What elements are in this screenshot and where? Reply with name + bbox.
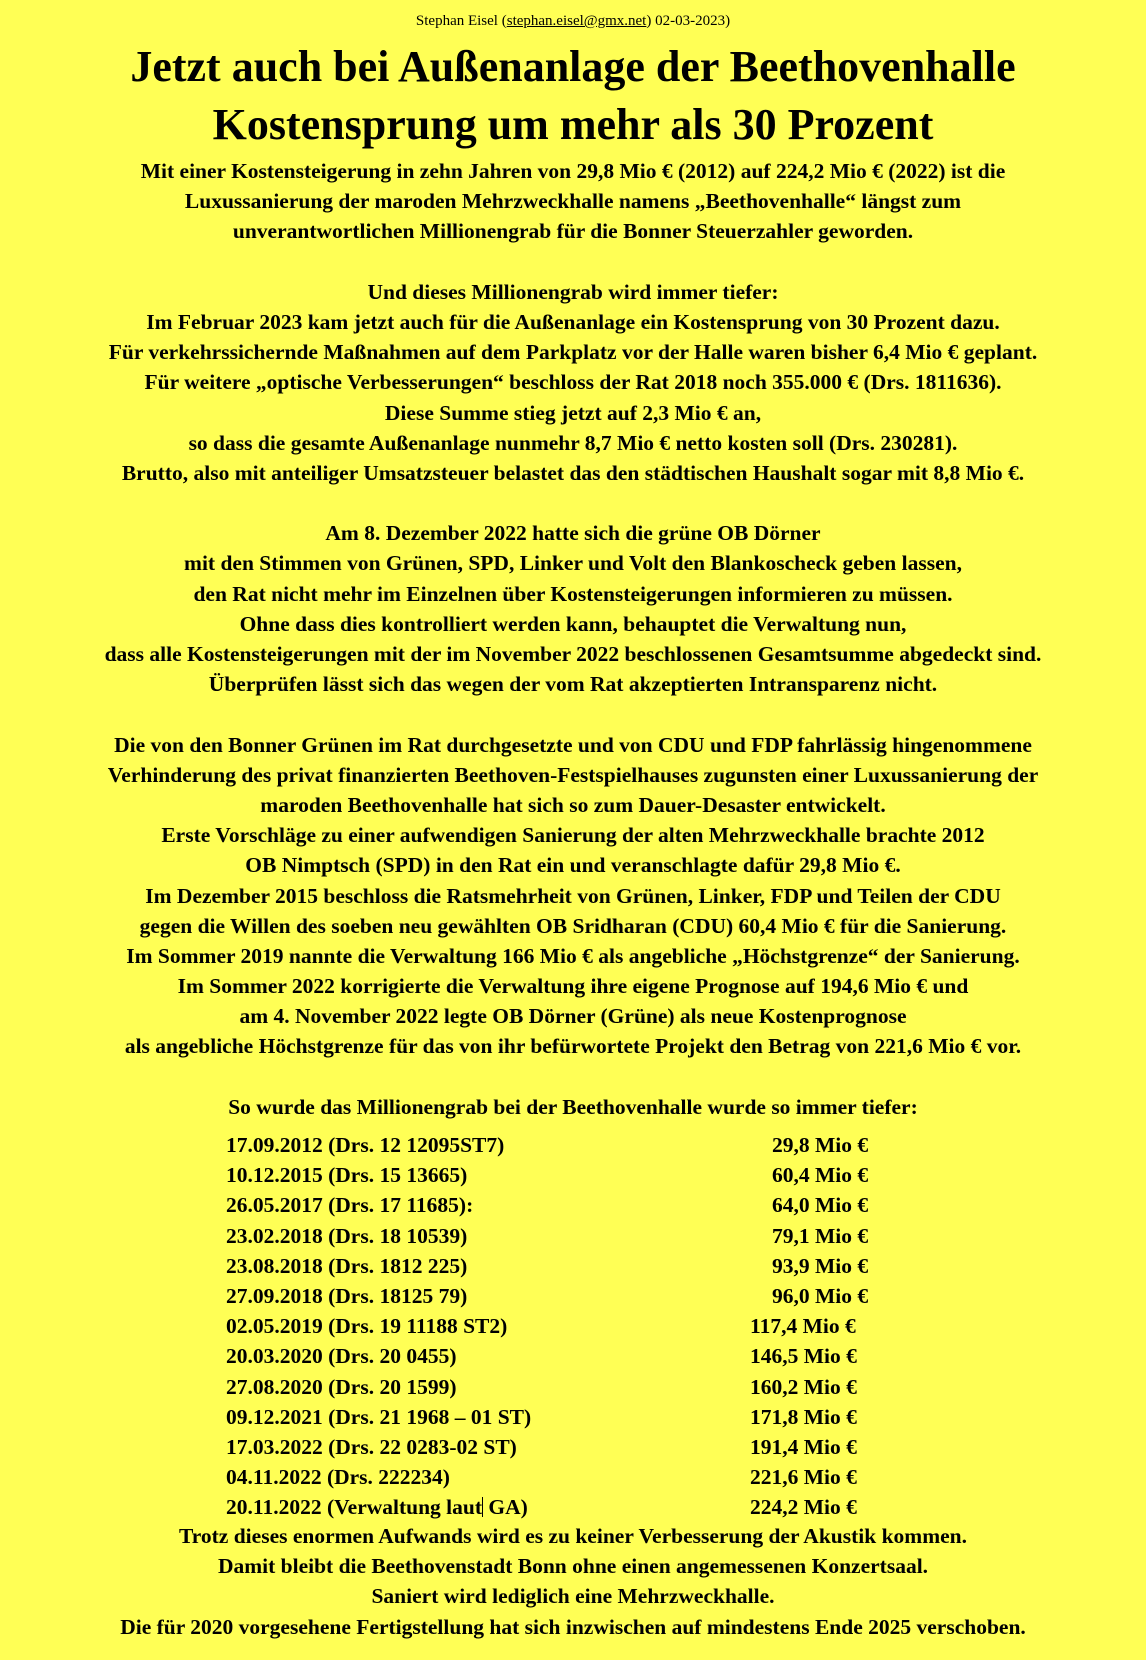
text-line: Trotz dieses enormen Aufwands wird es zu keiner Verbesserung der Akustik kommen.	[179, 1524, 967, 1548]
cost-row-reference: 17.09.2012 (Drs. 12 12095ST7)	[226, 1133, 505, 1157]
cost-row	[226, 1341, 926, 1371]
cost-row	[226, 1221, 926, 1251]
byline-author: Stephan Eisel (	[415, 13, 507, 29]
cost-row-amount: 224,2 Mio €	[750, 1495, 857, 1520]
cost-row-amount: 93,9 Mio €	[772, 1253, 869, 1278]
title-line-1: Jetzt auch bei Außenanlage der Beethovenhalle	[130, 42, 1016, 91]
cost-row-reference	[226, 1492, 528, 1522]
text-line: Im Dezember 2015 beschloss die Ratsmehrheit von Grünen, Linker, FDP und Teilen der CDU	[145, 883, 1001, 908]
cost-row	[226, 1492, 926, 1522]
cost-row	[226, 1281, 926, 1311]
cost-list-heading: So wurde das Millionengrab bei der Beethovenhalle wurde so immer tiefer:	[228, 1094, 918, 1119]
text-line: Brutto, also mit anteiliger Umsatzsteuer belastet das den städtischen Haushalt sogar mit 8,8 Mio €.	[121, 460, 1025, 485]
text-line: so dass die gesamte Außenanlage nunmehr 8,7 Mio € netto kosten soll (Drs. 230281).	[188, 430, 958, 455]
cost-row-reference: 23.02.2018 (Drs. 18 10539)	[226, 1223, 468, 1248]
text-line: gegen die Willen des soeben neu gewählten OB Sridharan (CDU) 60,4 Mio € für die Sanierung.	[139, 913, 1007, 938]
text-line: Im Sommer 2022 korrigierte die Verwaltung ihre eigene Prognose auf 194,6 Mio € und	[177, 974, 969, 999]
author-email-link[interactable]: stephan.eisel@gmx.net	[506, 13, 647, 29]
cost-row	[226, 1402, 926, 1432]
cost-row-amount: 160,2 Mio €	[750, 1374, 857, 1399]
byline	[0, 12, 1146, 30]
text-line: Und dieses Millionengrab wird immer tiefer:	[367, 279, 779, 304]
paragraph-gap	[0, 1062, 1146, 1092]
cost-row-reference: 09.12.2021 (Drs. 21 1968 – 01 ST)	[226, 1404, 532, 1429]
cost-row-reference: 10.12.2015 (Drs. 15 13665)	[226, 1163, 468, 1188]
article-body	[0, 156, 1146, 1122]
page-title	[0, 38, 1146, 154]
text-line: Mit einer Kostensteigerung in zehn Jahren von 29,8 Mio € (2012) auf 224,2 Mio € (2022) ist die	[140, 159, 1006, 183]
text-line: OB Nimptsch (SPD) in den Rat ein und veranschlagte dafür 29,8 Mio €.	[245, 853, 901, 878]
text-line: am 4. November 2022 legte OB Dörner (Grüne) als neue Kostenprognose	[239, 1004, 907, 1029]
text-line: mit den Stimmen von Grünen, SPD, Linker und Volt den Blankoscheck geben lassen,	[184, 551, 962, 576]
text-line: Diese Summe stieg jetzt auf 2,3 Mio € an,	[384, 400, 762, 425]
text-line: Für verkehrssichernde Maßnahmen auf dem Parkplatz vor der Halle waren bisher 6,4 Mio € geplant.	[108, 340, 1038, 365]
cost-row	[226, 1251, 926, 1281]
text-line: Überprüfen lässt sich das wegen der vom Rat akzeptierten Intransparenz nicht.	[208, 672, 938, 697]
text-line: den Rat nicht mehr im Einzelnen über Kostensteigerungen informieren zu müssen.	[193, 581, 953, 606]
cost-row-amount: 29,8 Mio €	[772, 1133, 869, 1157]
cost-row-amount: 171,8 Mio €	[750, 1404, 857, 1429]
text-line: Im Februar 2023 kam jetzt auch für die Außenanlage ein Kostensprung von 30 Prozent dazu.	[146, 309, 1000, 334]
cost-row-reference: 26.05.2017 (Drs. 17 11685):	[226, 1193, 474, 1218]
cost-row	[226, 1311, 926, 1341]
cost-row-reference-part: GA)	[483, 1495, 528, 1520]
text-line: Am 8. Dezember 2022 hatte sich die grüne OB Dörner	[325, 521, 821, 546]
text-line: maroden Beethovenhalle hat sich so zum Dauer-Desaster entwickelt.	[260, 792, 886, 817]
cost-table	[226, 1130, 926, 1522]
text-line: Erste Vorschläge zu einer aufwendigen Sanierung der alten Mehrzweckhalle brachte 2012	[161, 823, 985, 848]
paragraph-gap	[0, 699, 1146, 729]
cost-row-amount: 146,5 Mio €	[750, 1344, 857, 1369]
cost-row-amount: 117,4 Mio €	[750, 1314, 856, 1339]
byline-date: ) 02-03-2023)	[646, 13, 731, 29]
cost-row-reference-part: 20.11.2022 (Verwaltung laut	[226, 1495, 483, 1520]
text-line: Die für 2020 vorgesehene Fertigstellung hat sich inzwischen auf mindestens Ende 2025 verschoben.	[120, 1614, 1026, 1639]
text-line: als angebliche Höchstgrenze für das von ihr befürwortete Projekt den Betrag von 221,6 Mio € vor.	[124, 1034, 1022, 1059]
text-line: Saniert wird lediglich eine Mehrzweckhalle.	[371, 1584, 775, 1609]
text-line: Für weitere „optische Verbesserungen“ beschloss der Rat 2018 noch 355.000 € (Drs. 1811636).	[144, 370, 1002, 395]
closing-text	[0, 1521, 1146, 1642]
cost-row	[226, 1372, 926, 1402]
cost-row-amount: 64,0 Mio €	[772, 1193, 869, 1218]
cost-row-reference: 23.08.2018 (Drs. 1812 225)	[226, 1253, 468, 1278]
cost-row	[226, 1432, 926, 1462]
cost-row-amount: 79,1 Mio €	[772, 1223, 869, 1248]
text-line: Im Sommer 2019 nannte die Verwaltung 166 Mio € als angebliche „Höchstgrenze“ der Sanierung.	[126, 943, 1020, 968]
cost-row-amount: 191,4 Mio €	[750, 1434, 857, 1459]
text-line: Verhinderung des privat finanzierten Beethoven-Festspielhauses zugunsten einer Luxussanierung der	[107, 762, 1039, 787]
cost-row	[226, 1190, 926, 1220]
cost-row-reference: 27.08.2020 (Drs. 20 1599)	[226, 1374, 457, 1399]
cost-row	[226, 1160, 926, 1190]
text-line: Ohne dass dies kontrolliert werden kann, behauptet die Verwaltung nun,	[239, 611, 907, 636]
title-line-2: Kostensprung um mehr als 30 Prozent	[212, 100, 934, 149]
text-line: Damit bleibt die Beethovenstadt Bonn ohne einen angemessenen Konzertsaal.	[217, 1554, 929, 1579]
cost-row	[226, 1130, 926, 1160]
paragraph-gap	[0, 247, 1146, 277]
text-line: Luxussanierung der maroden Mehrzweckhalle namens „Beethovenhalle“ längst zum	[184, 189, 962, 214]
cost-row-reference: 27.09.2018 (Drs. 18125 79)	[226, 1283, 468, 1308]
text-line: dass alle Kostensteigerungen mit der im November 2022 beschlossenen Gesamtsumme abgedeckt sind.	[104, 642, 1042, 666]
cost-row-reference: 04.11.2022 (Drs. 222234)	[226, 1465, 450, 1490]
text-line: Die von den Bonner Grünen im Rat durchgesetzte und von CDU und FDP fahrlässig hingenommene	[114, 732, 1032, 757]
cost-row	[226, 1462, 926, 1492]
cost-row-amount: 96,0 Mio €	[772, 1283, 869, 1308]
cost-row-reference: 20.03.2020 (Drs. 20 0455)	[226, 1344, 457, 1369]
cost-row-reference: 17.03.2022 (Drs. 22 0283-02 ST)	[226, 1434, 517, 1459]
text-line: unverantwortlichen Millionengrab für die Bonner Steuerzahler geworden.	[232, 219, 914, 244]
cost-row-reference: 02.05.2019 (Drs. 19 11188 ST2)	[226, 1314, 508, 1339]
cost-row-amount: 60,4 Mio €	[772, 1163, 869, 1188]
cost-row-amount: 221,6 Mio €	[750, 1465, 857, 1490]
paragraph-gap	[0, 488, 1146, 518]
